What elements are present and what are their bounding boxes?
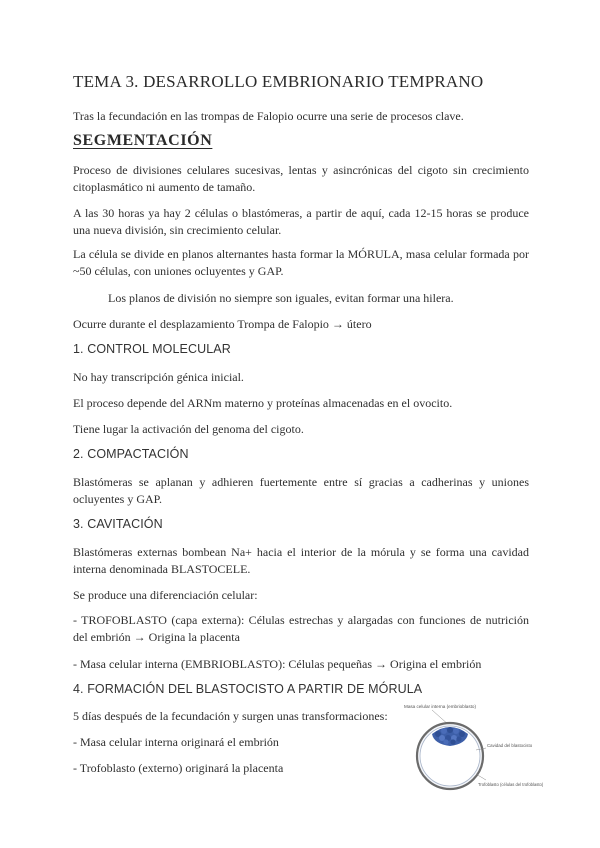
section-heading: SEGMENTACIÓN [73, 132, 213, 149]
formacion-line-1: 5 días después de la fecundación y surgen unas transformaciones: [73, 709, 388, 723]
figure-label-top: Masa celular interna (embrioblasto) [404, 704, 476, 709]
compactacion-text: Blastómeras se aplanan y adhieren fuertemente entre sí gracias a cadherinas y uniones ocluyentes y GAP. [73, 475, 529, 506]
heading-control-molecular: 1. CONTROL MOLECULAR [73, 342, 231, 356]
control-line-1: No hay transcripción génica inicial. [73, 370, 244, 384]
paragraph-morula: La célula se divide en planos alternantes hasta formar la MÓRULA, masa celular formada por ~50 células, con uniones ocluyentes y GAP. [73, 247, 529, 278]
diferenciacion-text: Se produce una diferenciación celular: [73, 588, 258, 602]
paragraph-30-horas: A las 30 horas ya hay 2 células o blastómeras, a partir de aquí, cada 12-15 horas se produce una nueva división, sin crecimiento celular. [73, 206, 529, 237]
heading-cavitacion: 3. CAVITACIÓN [73, 517, 163, 531]
cavitacion-text: Blastómeras externas bombean Na+ hacia el interior de la mórula y se forma una cavidad interna denominada BLASTOCELE. [73, 545, 529, 576]
blastocyst-figure [398, 700, 544, 800]
heading-compactacion: 2. COMPACTACIÓN [73, 447, 189, 461]
heading-formacion-blastocisto: 4. FORMACIÓN DEL BLASTOCISTO A PARTIR DE MÓRULA [73, 682, 423, 696]
trofoblasto-text: - TROFOBLASTO (capa externa): Células estrechas y alargadas con funciones de nutrición del embrión → Origina la placenta [73, 613, 529, 644]
control-line-2: El proceso depende del ARNm materno y proteínas almacenadas en el ovocito. [73, 396, 453, 410]
masa-celular-text: - Masa celular interna (EMBRIOBLASTO): Células pequeñas → Origina el embrión [73, 657, 482, 671]
paragraph-proceso: Proceso de divisiones celulares sucesivas, lentas y asincrónicas del cigoto sin crecimiento citoplasmático ni aumento de tamaño. [73, 163, 529, 194]
formacion-line-3: - Trofoblasto (externo) originará la placenta [73, 761, 284, 775]
leader-line-bottom [476, 774, 486, 780]
control-line-3: Tiene lugar la activación del genoma del cigoto. [73, 422, 304, 436]
paragraph-desplazamiento: Ocurre durante el desplazamiento Trompa de Falopio → útero [73, 317, 372, 331]
figure-label-right: Cavidad del blastocisto [487, 743, 533, 748]
page-title: TEMA 3. DESARROLLO EMBRIONARIO TEMPRANO [73, 72, 484, 91]
formacion-line-2: - Masa celular interna originará el embrión [73, 735, 279, 749]
figure-label-bottom: Trofoblasto (células del trofoblasto) [478, 782, 544, 787]
intro-text: Tras la fecundación en las trompas de Falopio ocurre una serie de procesos clave. [73, 109, 464, 123]
paragraph-planos: Los planos de división no siempre son iguales, evitan formar una hilera. [108, 291, 454, 305]
